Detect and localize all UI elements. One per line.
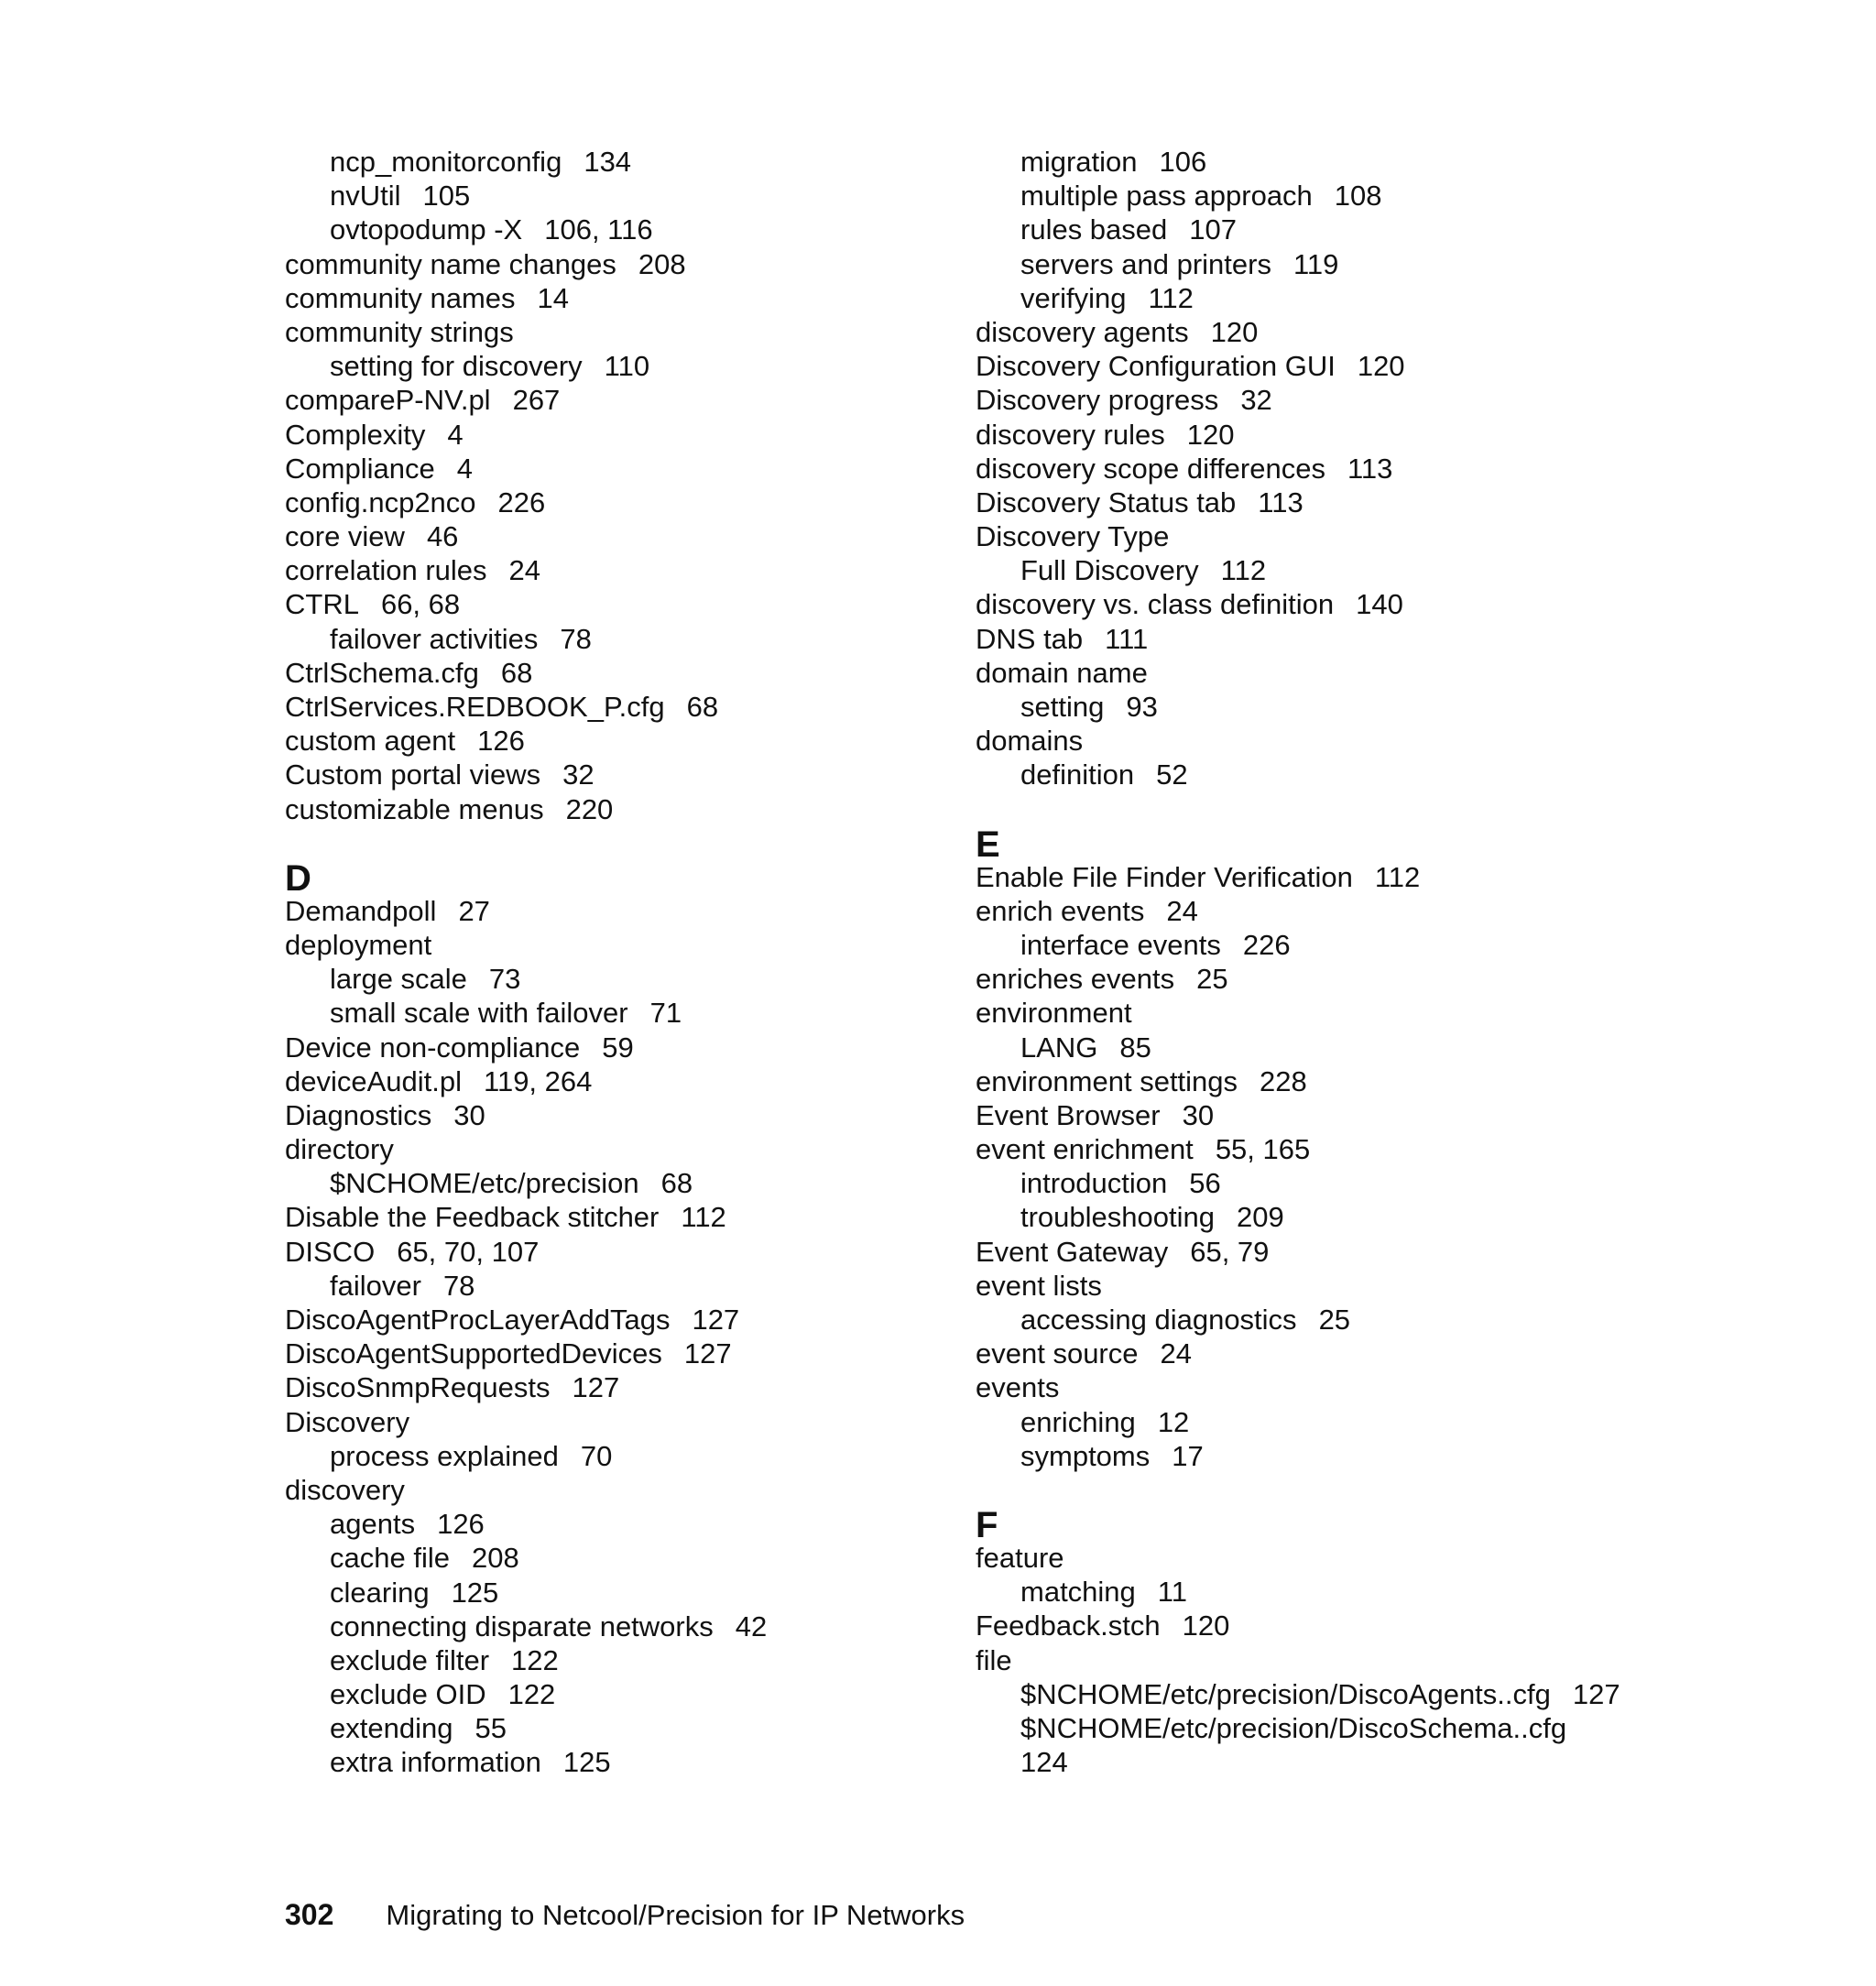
index-term: Diagnostics — [285, 1098, 432, 1131]
index-term: definition — [1020, 758, 1135, 791]
index-term: connecting disparate networks — [330, 1610, 714, 1642]
index-subentry — [976, 928, 1635, 962]
section-letter-heading: D — [285, 857, 311, 899]
index-term: nvUtil — [330, 180, 401, 213]
index-term: community strings — [285, 315, 514, 348]
page-number: 302 — [285, 1898, 334, 1931]
page-references: 4 — [447, 418, 464, 451]
page-references: 127 — [1572, 1677, 1620, 1710]
page-references: 46 — [426, 520, 459, 553]
index-entry — [976, 860, 1635, 894]
index-term: symptoms — [1020, 1439, 1151, 1472]
page-references: 52 — [1156, 758, 1188, 791]
page-references: 127 — [572, 1371, 620, 1404]
page-references: 125 — [562, 1746, 611, 1779]
section-letter-heading: E — [976, 824, 1000, 865]
page-references: 106, 116 — [544, 213, 653, 246]
index-term: Full Discovery — [1020, 554, 1199, 587]
index-term: DiscoAgentProcLayerAddTags — [285, 1304, 671, 1336]
index-entry — [285, 315, 944, 349]
index-subentry — [976, 213, 1635, 246]
index-subentry — [285, 622, 944, 656]
index-entry — [285, 383, 944, 417]
index-entry — [976, 1269, 1635, 1303]
index-subentry — [285, 1576, 944, 1610]
index-term: Discovery — [285, 1405, 410, 1438]
index-subentry — [976, 758, 1635, 791]
page-references: 122 — [511, 1643, 559, 1676]
page-references: 32 — [562, 758, 594, 791]
index-term: enriching — [1020, 1405, 1136, 1438]
index-entry — [976, 349, 1635, 383]
index-entry — [285, 452, 944, 486]
page-references: 209 — [1237, 1201, 1284, 1234]
page-references: 226 — [497, 486, 546, 518]
page-references: 105 — [422, 180, 471, 213]
index-term: failover activities — [330, 622, 539, 655]
page-references: 112 — [1148, 281, 1194, 314]
index-term: introduction — [1020, 1167, 1168, 1200]
index-entry — [285, 724, 944, 758]
index-subentry — [976, 553, 1635, 587]
index-term: Event Browser — [976, 1098, 1161, 1131]
index-entry — [976, 519, 1635, 553]
index-entry — [976, 418, 1635, 452]
index-subentry — [285, 349, 944, 383]
page-references: 126 — [437, 1508, 485, 1541]
index-entry — [285, 418, 944, 452]
index-term: environment settings — [976, 1064, 1238, 1097]
page-references: 24 — [1166, 894, 1198, 927]
page-references: 113 — [1258, 486, 1303, 518]
index-entry — [976, 587, 1635, 621]
index-term: agents — [330, 1508, 416, 1541]
index-term: event enrichment — [976, 1133, 1194, 1166]
page-references: 208 — [638, 247, 686, 280]
index-term: community names — [285, 281, 516, 314]
index-term: CtrlServices.REDBOOK_P.cfg — [285, 691, 665, 723]
index-term: rules based — [1020, 213, 1168, 246]
index-subentry — [285, 1610, 944, 1643]
index-term: multiple pass approach — [1020, 180, 1313, 213]
page-references: 78 — [560, 622, 592, 655]
index-entry — [285, 1200, 944, 1234]
index-term: migration — [1020, 146, 1138, 178]
index-term: Complexity — [285, 418, 426, 451]
index-subentry — [976, 1575, 1635, 1609]
index-entry — [285, 1064, 944, 1098]
page-references: 66, 68 — [380, 588, 461, 621]
index-subentry — [976, 1303, 1635, 1337]
index-entry — [285, 656, 944, 690]
index-subentry — [285, 1745, 944, 1779]
page-references: 71 — [649, 997, 682, 1030]
index-term: exclude filter — [330, 1643, 490, 1676]
index-term: extending — [330, 1712, 453, 1745]
page-references: 134 — [584, 146, 632, 178]
index-subentry — [285, 1166, 944, 1200]
index-term: interface events — [1020, 928, 1221, 961]
index-subentry — [285, 996, 944, 1030]
index-term: feature — [976, 1541, 1064, 1574]
index-term: Discovery progress — [976, 384, 1219, 417]
page-references: 120 — [1186, 418, 1235, 451]
index-term: process explained — [330, 1439, 559, 1472]
index-column-left — [285, 145, 944, 1780]
index-subentry — [285, 1541, 944, 1575]
page-references: 120 — [1357, 350, 1405, 383]
index-term: Discovery Status tab — [976, 486, 1237, 518]
page-references: 108 — [1334, 180, 1382, 213]
page-references: 68 — [686, 691, 719, 723]
index-term: setting — [1020, 691, 1105, 723]
index-subentry — [285, 1711, 944, 1745]
page-references: 42 — [735, 1610, 768, 1642]
page-references: 226 — [1242, 928, 1291, 961]
index-term: deployment — [285, 928, 432, 961]
index-term: event source — [976, 1337, 1139, 1370]
index-entry — [285, 1473, 944, 1507]
index-entry — [285, 486, 944, 519]
index-term: clearing — [330, 1576, 430, 1609]
index-term: discovery rules — [976, 418, 1165, 451]
index-term: domain name — [976, 656, 1148, 689]
index-term: discovery — [285, 1473, 405, 1506]
index-entry — [976, 315, 1635, 349]
index-entry — [976, 1337, 1635, 1370]
index-term: file — [976, 1643, 1012, 1676]
page-references: 24 — [508, 554, 541, 587]
index-term: 124 — [1020, 1746, 1068, 1779]
page-references: 68 — [500, 656, 533, 689]
index-term: core view — [285, 520, 405, 553]
index-subentry — [976, 1677, 1635, 1711]
index-entry — [285, 894, 944, 928]
index-subentry — [976, 690, 1635, 724]
index-term: enrich events — [976, 894, 1145, 927]
page-references: 119 — [1292, 247, 1339, 280]
page-references: 112 — [681, 1201, 726, 1234]
index-term: matching — [1020, 1576, 1136, 1609]
page-references: 11 — [1157, 1576, 1187, 1609]
index-subentry — [285, 962, 944, 996]
index-entry — [976, 1064, 1635, 1098]
index-subentry — [976, 1711, 1635, 1745]
index-term: Event Gateway — [976, 1235, 1169, 1268]
index-entry — [285, 587, 944, 621]
index-entry — [285, 519, 944, 553]
page-references: 111 — [1105, 622, 1149, 655]
index-term: troubleshooting — [1020, 1201, 1215, 1234]
page-references: 30 — [453, 1098, 485, 1131]
page-references: 70 — [580, 1439, 613, 1472]
index-subentry — [285, 1269, 944, 1303]
page-references: 85 — [1119, 1031, 1151, 1064]
index-term: discovery scope differences — [976, 452, 1325, 485]
page-references: 120 — [1210, 315, 1259, 348]
index-entry — [285, 1132, 944, 1166]
index-term: config.ncp2nco — [285, 486, 476, 518]
index-entry — [976, 622, 1635, 656]
index-entry — [285, 281, 944, 315]
index-term: custom agent — [285, 725, 456, 758]
index-entry — [976, 656, 1635, 690]
index-term: discovery agents — [976, 315, 1189, 348]
index-entry — [976, 1643, 1635, 1677]
index-entry — [285, 247, 944, 281]
page-references: 27 — [458, 894, 490, 927]
index-term: verifying — [1020, 281, 1127, 314]
page-references: 24 — [1160, 1337, 1192, 1370]
page-references: 126 — [477, 725, 525, 758]
index-entry — [976, 996, 1635, 1030]
book-title: Migrating to Netcool/Precision for IP Networks — [386, 1899, 965, 1931]
page-references: 56 — [1189, 1167, 1221, 1200]
index-entry — [285, 758, 944, 791]
index-subentry — [285, 179, 944, 213]
index-term: directory — [285, 1133, 394, 1166]
index-term: event lists — [976, 1269, 1102, 1302]
index-term: Custom portal views — [285, 758, 541, 791]
page-references: 25 — [1196, 963, 1228, 996]
index-term: cache file — [330, 1542, 450, 1575]
page-references: 122 — [507, 1678, 556, 1711]
index-term: CtrlSchema.cfg — [285, 656, 479, 689]
page-references: 30 — [1182, 1098, 1215, 1131]
index-term: LANG — [1020, 1031, 1098, 1064]
index-term: $NCHOME/etc/precision — [330, 1167, 639, 1200]
page-references: 107 — [1189, 213, 1238, 246]
index-subentry — [285, 1507, 944, 1541]
index-subentry — [976, 179, 1635, 213]
page-references: 208 — [471, 1542, 519, 1575]
page-references: 65, 70, 107 — [397, 1235, 540, 1268]
index-subentry — [285, 1643, 944, 1677]
index-subentry — [285, 1677, 944, 1711]
index-term: Discovery Configuration GUI — [976, 350, 1336, 383]
page-references: 106 — [1159, 146, 1207, 178]
index-subentry — [976, 281, 1635, 315]
index-entry — [285, 1370, 944, 1404]
page-references: 14 — [537, 281, 570, 314]
index-entry — [976, 452, 1635, 486]
page-references: 12 — [1157, 1405, 1190, 1438]
page-references: 65, 79 — [1190, 1235, 1270, 1268]
index-entry — [285, 1303, 944, 1337]
page-references: 4 — [456, 452, 473, 485]
index-term: DISCO — [285, 1235, 376, 1268]
page-references: 73 — [488, 963, 521, 996]
index-entry — [976, 1541, 1635, 1575]
index-term: ncp_monitorconfig — [330, 146, 562, 178]
page-references: 59 — [602, 1031, 634, 1064]
index-entry — [285, 553, 944, 587]
index-column-right — [976, 145, 1635, 1779]
index-term: failover — [330, 1269, 421, 1302]
index-term: Demandpoll — [285, 894, 437, 927]
index-entry — [285, 1031, 944, 1064]
index-entry — [285, 1337, 944, 1370]
page-references: 32 — [1240, 384, 1272, 417]
index-entry — [285, 1405, 944, 1439]
index-entry — [976, 383, 1635, 417]
page-references: 112 — [1220, 554, 1267, 587]
index-term: extra information — [330, 1746, 541, 1779]
index-entry — [976, 1132, 1635, 1166]
page-references: 120 — [1182, 1610, 1230, 1642]
index-term: events — [976, 1371, 1060, 1404]
index-term: DNS tab — [976, 622, 1084, 655]
index-entry — [976, 1609, 1635, 1642]
page-references: 140 — [1356, 588, 1403, 621]
page-references: 267 — [512, 384, 561, 417]
page-references: 110 — [604, 350, 650, 383]
page-references: 55 — [474, 1712, 507, 1745]
index-term: domains — [976, 725, 1084, 758]
index-term: enriches events — [976, 963, 1175, 996]
index-term: DiscoAgentSupportedDevices — [285, 1337, 662, 1370]
index-term: Device non-compliance — [285, 1031, 581, 1064]
index-entry — [976, 894, 1635, 928]
section-letter-heading: F — [976, 1504, 998, 1545]
page-references: 113 — [1347, 452, 1393, 485]
page-references: 93 — [1126, 691, 1158, 723]
page-footer — [285, 1898, 965, 1932]
index-term: DiscoSnmpRequests — [285, 1371, 551, 1404]
index-term: customizable menus — [285, 792, 544, 825]
page-references: 17 — [1172, 1439, 1204, 1472]
index-entry — [976, 1370, 1635, 1404]
index-entry — [285, 792, 944, 826]
index-term: correlation rules — [285, 554, 487, 587]
index-entry — [976, 486, 1635, 519]
index-term: accessing diagnostics — [1020, 1304, 1297, 1336]
index-term: Compliance — [285, 452, 435, 485]
index-term: $NCHOME/etc/precision/DiscoAgents..cfg — [1020, 1677, 1551, 1710]
index-subentry — [976, 247, 1635, 281]
index-subentry — [285, 1439, 944, 1473]
index-entry-continuation — [976, 1745, 1635, 1779]
index-subentry — [285, 145, 944, 179]
index-term: CTRL — [285, 588, 359, 621]
index-subentry — [976, 1405, 1635, 1439]
index-term: compareP-NV.pl — [285, 384, 491, 417]
page-references: 55, 165 — [1215, 1133, 1311, 1166]
index-subentry — [976, 1166, 1635, 1200]
index-entry — [976, 962, 1635, 996]
index-subentry — [285, 213, 944, 246]
index-term: setting for discovery — [330, 350, 583, 383]
index-entry — [976, 1235, 1635, 1269]
index-entry — [285, 690, 944, 724]
index-term: Discovery Type — [976, 520, 1170, 553]
index-entry — [285, 1098, 944, 1132]
index-term: community name changes — [285, 247, 616, 280]
index-subentry — [976, 1200, 1635, 1234]
index-term: Feedback.stch — [976, 1610, 1161, 1642]
index-term: large scale — [330, 963, 467, 996]
index-entry — [285, 928, 944, 962]
page-references: 112 — [1374, 860, 1421, 893]
index-term: Enable File Finder Verification — [976, 860, 1353, 893]
index-term: environment — [976, 997, 1132, 1030]
index-term: deviceAudit.pl — [285, 1064, 463, 1097]
page-references: 125 — [451, 1576, 499, 1609]
index-entry — [285, 1235, 944, 1269]
index-entry — [976, 1098, 1635, 1132]
page-references: 127 — [692, 1304, 740, 1336]
index-entry — [976, 724, 1635, 758]
index-term: ovtopodump -X — [330, 213, 523, 246]
index-term: small scale with failover — [330, 997, 628, 1030]
index-term: Disable the Feedback stitcher — [285, 1201, 660, 1234]
page-references: 78 — [442, 1269, 475, 1302]
page-references: 127 — [683, 1337, 732, 1370]
page-references: 228 — [1260, 1064, 1307, 1097]
index-term: exclude OID — [330, 1678, 486, 1711]
index-term: $NCHOME/etc/precision/DiscoSchema..cfg — [1020, 1711, 1567, 1744]
index-term: servers and printers — [1020, 247, 1271, 280]
page-references: 68 — [660, 1167, 693, 1200]
page-references: 25 — [1318, 1304, 1351, 1336]
page-references: 220 — [565, 792, 614, 825]
index-subentry — [976, 145, 1635, 179]
index-subentry — [976, 1439, 1635, 1473]
page-references: 119, 264 — [484, 1064, 593, 1097]
index-term: discovery vs. class definition — [976, 588, 1335, 621]
index-subentry — [976, 1031, 1635, 1064]
